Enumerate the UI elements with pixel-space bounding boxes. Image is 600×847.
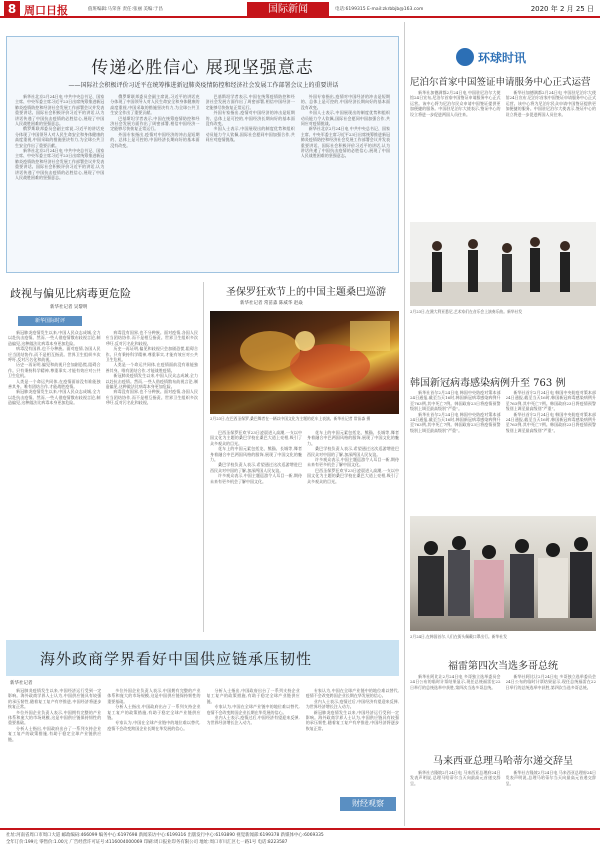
lead-column: 外国专家指出,疫情对中国经济的冲击是短期的、总体上是可控的,中国经济长期向好的基本面没有改变。 多国人士表示,中国展现出的制度优势和组织动员能力令人钦佩,国际社会愿同中国加强合作,共同应对疫情挑战。 新华社北京2月24日电 中共中央总书记、国家主席、中央军委主席习近平23日出席统筹推进新冠肺炎疫情防控和经济社会发展工作部署会议并发表重要讲话。国际社会积极评价习近平的讲话,认为讲话传递了中国抗击疫情的必胜信心,展现了中国人民战胜困难的坚强意志。: [300, 94, 390, 159]
togo-columns: [410, 674, 596, 744]
supply-column: 专家认为,中国在全球产业链中的地位难以替代,疫情不会改变跨国企业长期在华发展的信心。 业内人士表示,疫情过后,中国经济有望迎来反弹,为世界经济增长注入动力。 新冠肺炎疫情发生以来,中国经济运行受到一定影响。海外政商学界人士认为,中国供应链具有较强的承压韧性,随着复工复产有序推进,中国经济将逐步恢复正常。: [305, 688, 399, 731]
lead-column: 新华社北京2月24日电 中共中央总书记、国家主席、中央军委主席习近平23日出席统筹推进新冠肺炎疫情防控和经济社会发展工作部署会议并发表重要讲话。国际社会积极评价习近平的讲话,认为讲话传递了中国抗击疫情的必胜信心,展现了中国人民战胜困难的坚强意志。 俄罗斯联邦委员会副主席说,习近平的讲话充分体现了中国领导人对人民生命安全和身体健康的高度重视,中国采取的措施坚决有力,为全球公共卫生安全作出了重要贡献。 新华社北京2月24日电 中共中央总书记、国家主席、中央军委主席习近平23日出席统筹推进新冠肺炎疫情防控和经济社会发展工作部署会议并发表重要讲话。国际社会积极评价习近平的讲话,认为讲话传递了中国抗击疫情的必胜信心,展现了中国人民战胜困难的坚强意志。: [15, 94, 105, 181]
finance-tag: 财经观察: [340, 797, 396, 811]
malaysia-columns: [410, 770, 596, 825]
supply-headline: 海外政商学界看好中国供应链承压韧性: [40, 650, 313, 668]
lead-columns: [15, 94, 390, 269]
footer: [0, 828, 600, 847]
nepal-column: 新华社加德满都2月24日电 中国驻尼泊尔大使馆24日宣布,尼泊尔首家中国签证申请服务中心正式运营。该中心将为尼泊尔民众申请中国签证提供更加便捷的服务。中国驻尼泊尔大使表示,签证中心的设立将进一步促进两国人员往来。: [505, 90, 596, 117]
korea-column: 新华社首尔2月24日电 韩国中央防疫对策本部24日通报,截至当天16时,韩国新冠病毒感染病例升至763例,其中死亡7例。韩国政府23日将疫情预警级别上调至最高级别“严重”。 新华社首尔2月24日电 韩国中央防疫对策本部24日通报,截至当天16时,韩国新冠病毒感染病例升至763例,其中死亡7例。韩国政府23日将疫情预警级别上调至最高级别“严重”。: [505, 390, 596, 433]
togo-column: 新华社阿比让2月24日电 多哥独立选举委员会24日公布的临时计票结果显示,现任总统福雷在22日举行的总统选举中获胜,第四次当选多哥总统。: [410, 674, 501, 690]
togo-column: 新华社阿比让2月24日电 多哥独立选举委员会24日公布的临时计票结果显示,现任总统福雷在22日举行的总统选举中获胜,第四次当选多哥总统。: [505, 674, 596, 690]
issue-date: 2020 年 2 月 25 日: [530, 5, 594, 13]
footer-line-2: 全年订价:199元 零售价:1.00元 广告经营许可证号:4116004000069 印刷:周口报业印务有限公司 地址:周口市川汇区七一路1号 电话:8223587: [6, 840, 288, 845]
carnival-byline: 新华社记者 常苗淼 陈威华 赵焱: [240, 301, 303, 306]
lead-headline: 传递必胜信心 展现坚强意志: [91, 58, 314, 78]
lead-column: 俄罗斯联邦委员会副主席说,习近平的讲话充分体现了中国领导人对人民生命安全和身体健康的高度重视,中国采取的措施坚决有力,为全球公共卫生安全作出了重要贡献。 巴基斯坦学者表示,中国在统筹疫情防控和经济社会发展方面作出了周密部署,相信中国经济一定能够尽快恢复正常运行。 外国专家指出,疫情对中国经济的冲击是短期的、总体上是可控的,中国经济长期向好的基本面没有改变。: [110, 94, 200, 148]
sidebar-divider: [404, 22, 405, 826]
carnival-column: 巴西圣保罗狂欢节23日凌晨进入高潮,一支以中国文化为主题的桑巴学校在桑巴大道上亮相,吸引了众多观众的目光。 花车上的中国元素包括龙、熊猫、长城等,舞者身着融合中巴两国风格的服饰,展现了中国文化的魅力。 桑巴学校负责人表示,希望通过这次巡游增进巴西民众对中国的了解,加深两国人民友谊。 许多观众表示,中国主题巡游令人耳目一新,期待未来有更多机会了解中国文化。: [210, 430, 302, 484]
carnival-columns: [210, 430, 399, 630]
togo-headline: 福雷第四次当选多哥总统: [448, 661, 558, 672]
malaysia-column: 新华社吉隆坡2月24日电 马来西亚总理府24日发表声明说,总理马哈蒂尔当天向最高元首递交辞呈。: [410, 770, 501, 786]
paper-logo: 周口日报: [24, 4, 68, 17]
commentary-tag: 新华国际时评: [18, 316, 82, 326]
korea-column: 新华社首尔2月24日电 韩国中央防疫对策本部24日通报,截至当天16时,韩国新冠病毒感染病例升至763例,其中死亡7例。韩国政府23日将疫情预警级别上调至最高级别“严重”。 新华社首尔2月24日电 韩国中央防疫对策本部24日通报,截至当天16时,韩国新冠病毒感染病例升至763例,其中死亡7例。韩国政府23日将疫情预警级别上调至最高级别“严重”。: [410, 390, 501, 433]
malaysia-headline: 马来西亚总理马哈蒂尔递交辞呈: [433, 756, 573, 767]
supply-banner: [6, 640, 399, 676]
concert-caption: 2月23日,在澳大利亚悉尼,艺术家们在音乐会上演奏乐曲。新华社发: [410, 309, 523, 314]
concert-photo: [410, 222, 596, 306]
nepal-headline: 尼泊尔首家中国签证申请服务中心正式运营: [410, 77, 591, 88]
carnival-column: 花车上的中国元素包括龙、熊猫、长城等,舞者身着融合中巴两国风格的服饰,展现了中国文化的魅力。 桑巴学校负责人表示,希望通过这次巡游增进巴西民众对中国的了解,加深两国人民友谊。 许多观众表示,中国主题巡游令人耳目一新,期待未来有更多机会了解中国文化。 巴西圣保罗狂欢节23日凌晨进入高潮,一支以中国文化为主题的桑巴学校在桑巴大道上亮相,吸引了众多观众的目光。: [307, 430, 399, 484]
supply-column: 分析人士指出,中国政府出台了一系列支持企业复工复产的政策措施,有助于稳定全球产业链供应链。 专家认为,中国在全球产业链中的地位难以替代,疫情不会改变跨国企业长期在华发展的信心。 业内人士表示,疫情过后,中国经济有望迎来反弹,为世界经济增长注入动力。: [206, 688, 300, 726]
rumor-column: 新冠肺炎疫情发生以来,中国人民众志成城,全力以赴抗击疫情。然而,一些人借疫情散布歧视言论,制造偏见,这种做法比病毒本身更加危险。 病毒没有国界,也不分种族。面对疫情,各国人民应当团结协作,而不是相互指责。世界卫生组织多次呼吁,反对污名化和歧视。 历史一再证明,偏见和歧视只会加剧恐慌,阻碍合作。只有秉持科学精神,尊重事实,才能有效应对公共卫生危机。 人类是一个命运共同体,在疫情面前没有谁能独善其身。唯有团结合作,才能战胜疫情。 新冠肺炎疫情发生以来,中国人民众志成城,全力以赴抗击疫情。然而,一些人借疫情散布歧视言论,制造偏见,这种做法比病毒本身更加危险。: [8, 330, 101, 406]
sidebar-tag: 环球时讯: [456, 48, 596, 66]
seoul-photo: [410, 516, 596, 631]
carnival-photo-art: [210, 311, 399, 414]
footer-line-1: 社址:河南省周口市周口大道 邮政编码:466099 编务中心:6197698 新闻采访中心:6199316 出版发行中心:6193890 视觉新闻部:6199378 新媒体中心:6069335: [6, 833, 324, 838]
supply-column: 多位外国企业负责人表示,中国拥有完整的产业体系和庞大的市场规模,这是中国供应链保持韧性的重要基础。 分析人士指出,中国政府出台了一系列支持企业复工复产的政策措施,有助于稳定全球产业链供应链。 专家认为,中国在全球产业链中的地位难以替代,疫情不会改变跨国企业长期在华发展的信心。: [107, 688, 201, 731]
carnival-headline: 圣保罗狂欢节上的中国主题桑巴巡游: [226, 287, 386, 298]
rumor-headline: 歧视与偏见比病毒更危险: [10, 287, 131, 300]
rumor-byline: 新华社记者 吴黎明: [50, 305, 88, 310]
korea-columns: [410, 390, 596, 510]
section-title: 国际新闻: [247, 2, 329, 18]
lead-column: 巴基斯坦学者表示,中国在统筹疫情防控和经济社会发展方面作出了周密部署,相信中国经济一定能够尽快恢复正常运行。 外国专家指出,疫情对中国经济的冲击是短期的、总体上是可控的,中国经济长期向好的基本面没有改变。 多国人士表示,中国展现出的制度优势和组织动员能力令人钦佩,国际社会愿同中国加强合作,共同应对疫情挑战。: [205, 94, 295, 143]
carnival-caption: 2月23日,在巴西圣保罗,桑巴舞者在一辆以中国文化为主题的花车上表演。新华社记者 常苗淼 摄: [210, 416, 371, 421]
lead-subhead: ——国际社会积极评价习近平在统筹推进新冠肺炎疫情防控和经济社会发展工作部署会议上的重要讲话: [68, 82, 339, 89]
concert-photo-art: [410, 222, 596, 306]
contact-meta: 电话:6199315 E-mail:zkrbbjb@163.com: [335, 7, 424, 12]
editor-credits: 值班编辑:马荣喜 责任:张丽 美编:于昌: [88, 7, 163, 12]
malaysia-column: 新华社吉隆坡2月24日电 马来西亚总理府24日发表声明说,总理马哈蒂尔当天向最高元首递交辞呈。: [505, 770, 596, 786]
seoul-caption: 2月24日,在韩国首尔,人们在街头佩戴口罩出行。新华社发: [410, 634, 507, 639]
page-number: 8: [4, 1, 20, 17]
supply-byline: 新华社记者: [10, 681, 33, 686]
supply-column: 新冠肺炎疫情发生以来,中国经济运行受到一定影响。海外政商学界人士认为,中国供应链具有较强的承压韧性,随着复工复产有序推进,中国经济将逐步恢复正常。 多位外国企业负责人表示,中国拥有完整的产业体系和庞大的市场规模,这是中国供应链保持韧性的重要基础。 分析人士指出,中国政府出台了一系列支持企业复工复产的政策措施,有助于稳定全球产业链供应链。: [8, 688, 102, 742]
globe-icon: [456, 48, 474, 66]
rumor-column: 病毒没有国界,也不分种族。面对疫情,各国人民应当团结协作,而不是相互指责。世界卫生组织多次呼吁,反对污名化和歧视。 历史一再证明,偏见和歧视只会加剧恐慌,阻碍合作。只有秉持科学精神,尊重事实,才能有效应对公共卫生危机。 人类是一个命运共同体,在疫情面前没有谁能独善其身。唯有团结合作,才能战胜疫情。 新冠肺炎疫情发生以来,中国人民众志成城,全力以赴抗击疫情。然而,一些人借疫情散布歧视言论,制造偏见,这种做法比病毒本身更加危险。 病毒没有国界,也不分种族。面对疫情,各国人民应当团结协作,而不是相互指责。世界卫生组织多次呼吁,反对污名化和歧视。: [105, 330, 198, 406]
nepal-column: 新华社加德满都2月24日电 中国驻尼泊尔大使馆24日宣布,尼泊尔首家中国签证申请服务中心正式运营。该中心将为尼泊尔民众申请中国签证提供更加便捷的服务。中国驻尼泊尔大使表示,签证中心的设立将进一步促进两国人员往来。: [410, 90, 501, 117]
carnival-photo: [210, 311, 399, 414]
rumor-columns: [8, 330, 198, 630]
korea-headline: 韩国新冠病毒感染病例升至 763 例: [410, 378, 566, 389]
column-divider: [203, 282, 204, 632]
lead-story-box: [6, 36, 399, 273]
nepal-columns: [410, 90, 596, 218]
seoul-photo-art: [410, 516, 596, 631]
